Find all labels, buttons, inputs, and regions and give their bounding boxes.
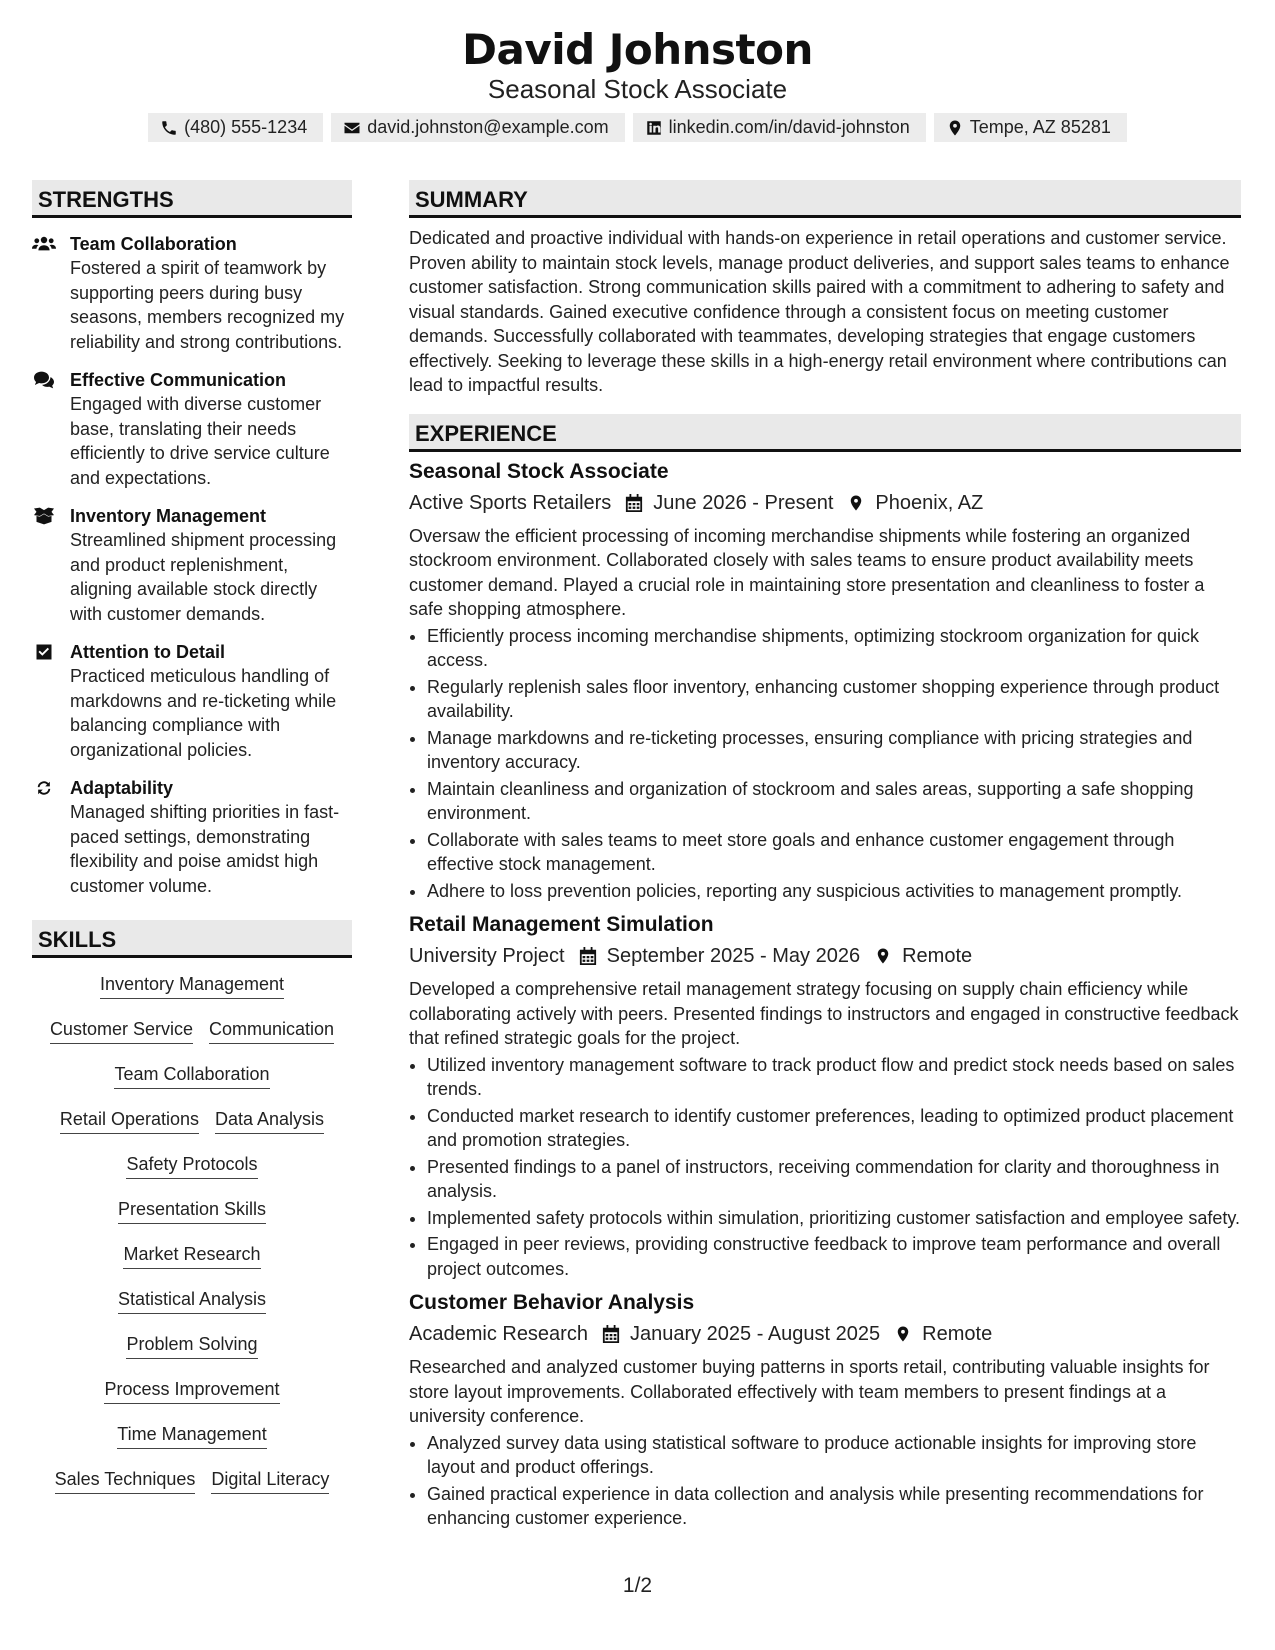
email-text: david.johnston@example.com	[367, 117, 609, 137]
users-icon	[32, 234, 56, 254]
skill-tag: Time Management	[117, 1422, 266, 1449]
experience-entry	[409, 458, 1241, 904]
experience-title: Retail Management Simulation	[409, 913, 714, 936]
skill-tag: Communication	[209, 1017, 334, 1044]
bullet-item: • Regularly replenish sales floor inventory, enhancing customer shopping experience through product availability.	[427, 675, 1241, 724]
contact-bar	[0, 113, 1275, 142]
experience-dates: September 2025 - May 2026	[606, 945, 861, 967]
strength-desc: Fostered a spirit of teamwork by supporting peers during busy seasons, members recognized my reliability and strong contributions.	[70, 258, 345, 352]
strength-item	[32, 232, 352, 354]
skill-tag: Retail Operations	[60, 1107, 199, 1134]
experience-location: Remote	[902, 945, 973, 967]
bullet-item: • Gained practical experience in data collection and analysis while presenting recommendations for enhancing customer experience.	[427, 1482, 1241, 1531]
experience-entry	[409, 911, 1241, 1281]
experience-meta	[409, 1319, 1241, 1349]
experience-company: Academic Research	[409, 1323, 588, 1345]
contact-phone[interactable]	[148, 113, 323, 142]
map-pin-icon	[847, 493, 865, 513]
strength-item	[32, 368, 352, 490]
strength-title: Adaptability	[70, 778, 174, 798]
strength-item	[32, 776, 352, 898]
contact-linkedin[interactable]	[633, 113, 926, 142]
experience-location: Remote	[922, 1323, 993, 1345]
map-pin-icon	[874, 946, 892, 966]
page-number: 1/2	[622, 1574, 653, 1597]
boxes-icon	[32, 506, 56, 526]
skill-tag: Problem Solving	[126, 1332, 257, 1359]
envelope-icon	[343, 119, 361, 137]
skill-tag: Data Analysis	[215, 1107, 324, 1134]
strength-item	[32, 640, 352, 762]
skill-tag: Safety Protocols	[126, 1152, 257, 1179]
summary-heading: SUMMARY	[409, 180, 1241, 218]
right-column	[409, 180, 1241, 1533]
bullet-item: • Analyzed survey data using statistical software to produce actionable insights for improving store layout and product offerings.	[427, 1431, 1241, 1480]
sync-icon	[32, 778, 56, 798]
skill-tag: Sales Techniques	[55, 1467, 196, 1494]
strength-desc: Engaged with diverse customer base, translating their needs efficiently to drive service culture and expectations.	[70, 394, 330, 488]
experience-title: Customer Behavior Analysis	[409, 1291, 695, 1314]
map-pin-icon	[946, 119, 964, 137]
strength-title: Attention to Detail	[70, 642, 225, 662]
left-column	[32, 180, 352, 1512]
location-text: Tempe, AZ 85281	[969, 117, 1111, 137]
experience-dates: June 2026 - Present	[653, 491, 834, 514]
comments-icon	[32, 370, 56, 390]
linkedin-icon	[645, 119, 663, 137]
experience-meta	[409, 941, 1241, 971]
experience-location: Phoenix, AZ	[875, 491, 984, 514]
experience-dates: January 2025 - August 2025	[629, 1323, 881, 1345]
skill-tag: Statistical Analysis	[118, 1287, 266, 1314]
experience-bullets	[409, 1431, 1241, 1531]
bullet-item: • Collaborate with sales teams to meet store goals and enhance customer engagement through effective stock management.	[427, 828, 1241, 877]
bullet-item: • Presented findings to a panel of instructors, receiving commendation for clarity and thoroughness in analysis.	[427, 1155, 1241, 1204]
experience-description: Researched and analyzed customer buying patterns in sports retail, contributing valuable insights for store layout improvements. Collaborated effectively with team members to present findings at a university conference.	[409, 1357, 1210, 1426]
skill-tag: Customer Service	[50, 1017, 193, 1044]
skill-tag: Inventory Management	[100, 972, 284, 999]
experience-company: University Project	[409, 945, 565, 967]
bullet-item: • Maintain cleanliness and organization of stockroom and sales areas, supporting a safe shopping environment.	[427, 777, 1241, 826]
strength-title: Team Collaboration	[70, 234, 237, 254]
summary-text: Dedicated and proactive individual with hands-on experience in retail operations and customer service. Proven ability to maintain stock levels, manage product deliveries, and support sales teams to enhance customer satisfaction. Strong communication skills paired with a commitment to adhering to safety and visual standards. Gained executive confidence through a consistent focus on meeting customer demands. Successfully collaborated with teammates, developing strategies that engage customers effectively. Seeking to leverage these skills in a high-energy retail environment where contributions can lead to impactful results.	[409, 228, 1230, 395]
bullet-item: • Utilized inventory management software to track product flow and predict stock needs based on sales trends.	[427, 1053, 1241, 1102]
bullet-item: • Conducted market research to identify customer preferences, leading to optimized product placement and promotion strategies.	[427, 1104, 1241, 1153]
skill-tag: Market Research	[123, 1242, 260, 1269]
experience-bullets	[409, 624, 1241, 904]
skill-tag: Digital Literacy	[211, 1467, 329, 1494]
calendar-icon	[625, 493, 643, 513]
strength-desc: Practiced meticulous handling of markdowns and re-ticketing while balancing compliance with organizational policies.	[70, 666, 337, 760]
skill-tag: Process Improvement	[104, 1377, 279, 1404]
map-pin-icon	[894, 1324, 912, 1344]
check-square-icon	[32, 642, 56, 662]
experience-title: Seasonal Stock Associate	[409, 459, 669, 483]
skill-tag: Team Collaboration	[114, 1062, 269, 1089]
strengths-heading: STRENGTHS	[32, 180, 352, 218]
strength-title: Effective Communication	[70, 370, 287, 390]
job-title: Seasonal Stock Associate	[487, 74, 788, 104]
bullet-item: • Adhere to loss prevention policies, reporting any suspicious activities to management promptly.	[427, 879, 1241, 904]
calendar-icon	[579, 946, 597, 966]
contact-email[interactable]	[331, 113, 624, 142]
experience-heading: EXPERIENCE	[409, 414, 1241, 452]
bullet-item: • Manage markdowns and re-ticketing processes, ensuring compliance with pricing strategies and inventory accuracy.	[427, 726, 1241, 775]
contact-location	[934, 113, 1127, 142]
bullet-item: • Implemented safety protocols within simulation, prioritizing customer satisfaction and employee safety.	[427, 1206, 1241, 1231]
strength-desc: Managed shifting priorities in fast-paced settings, demonstrating flexibility and poise amidst high customer volume.	[70, 802, 340, 896]
bullet-item: • Engaged in peer reviews, providing constructive feedback to improve team performance and overall project outcomes.	[427, 1232, 1241, 1281]
experience-description: Developed a comprehensive retail management strategy focusing on supply chain efficiency while collaborating actively with peers. Presented findings to instructors and engaged in constructive feedback that refined strategic goals for the project.	[409, 979, 1239, 1048]
phone-icon	[160, 119, 178, 137]
bullet-item: • Efficiently process incoming merchandise shipments, optimizing stockroom organization for quick access.	[427, 624, 1241, 673]
linkedin-text: linkedin.com/in/david-johnston	[668, 117, 910, 137]
experience-description: Oversaw the efficient processing of incoming merchandise shipments while fostering an organized stockroom environment. Collaborated closely with sales teams to ensure product availability meets customer demand. Played a crucial role in maintaining store presentation and cleanliness to foster a safe shopping atmosphere.	[409, 525, 1205, 619]
strength-title: Inventory Management	[70, 506, 267, 526]
skills-list	[32, 972, 352, 1512]
skills-heading: SKILLS	[32, 920, 352, 958]
phone-text: (480) 555-1234	[184, 117, 308, 137]
experience-entry	[409, 1289, 1241, 1531]
experience-bullets	[409, 1053, 1241, 1282]
calendar-icon	[602, 1324, 620, 1344]
skill-tag: Presentation Skills	[118, 1197, 266, 1224]
experience-company: Active Sports Retailers	[409, 491, 612, 514]
candidate-name: David Johnston	[462, 25, 813, 74]
experience-meta	[409, 488, 1241, 518]
strength-desc: Streamlined shipment processing and product replenishment, aligning available stock directly with customer demands.	[70, 530, 337, 624]
strength-item	[32, 504, 352, 626]
